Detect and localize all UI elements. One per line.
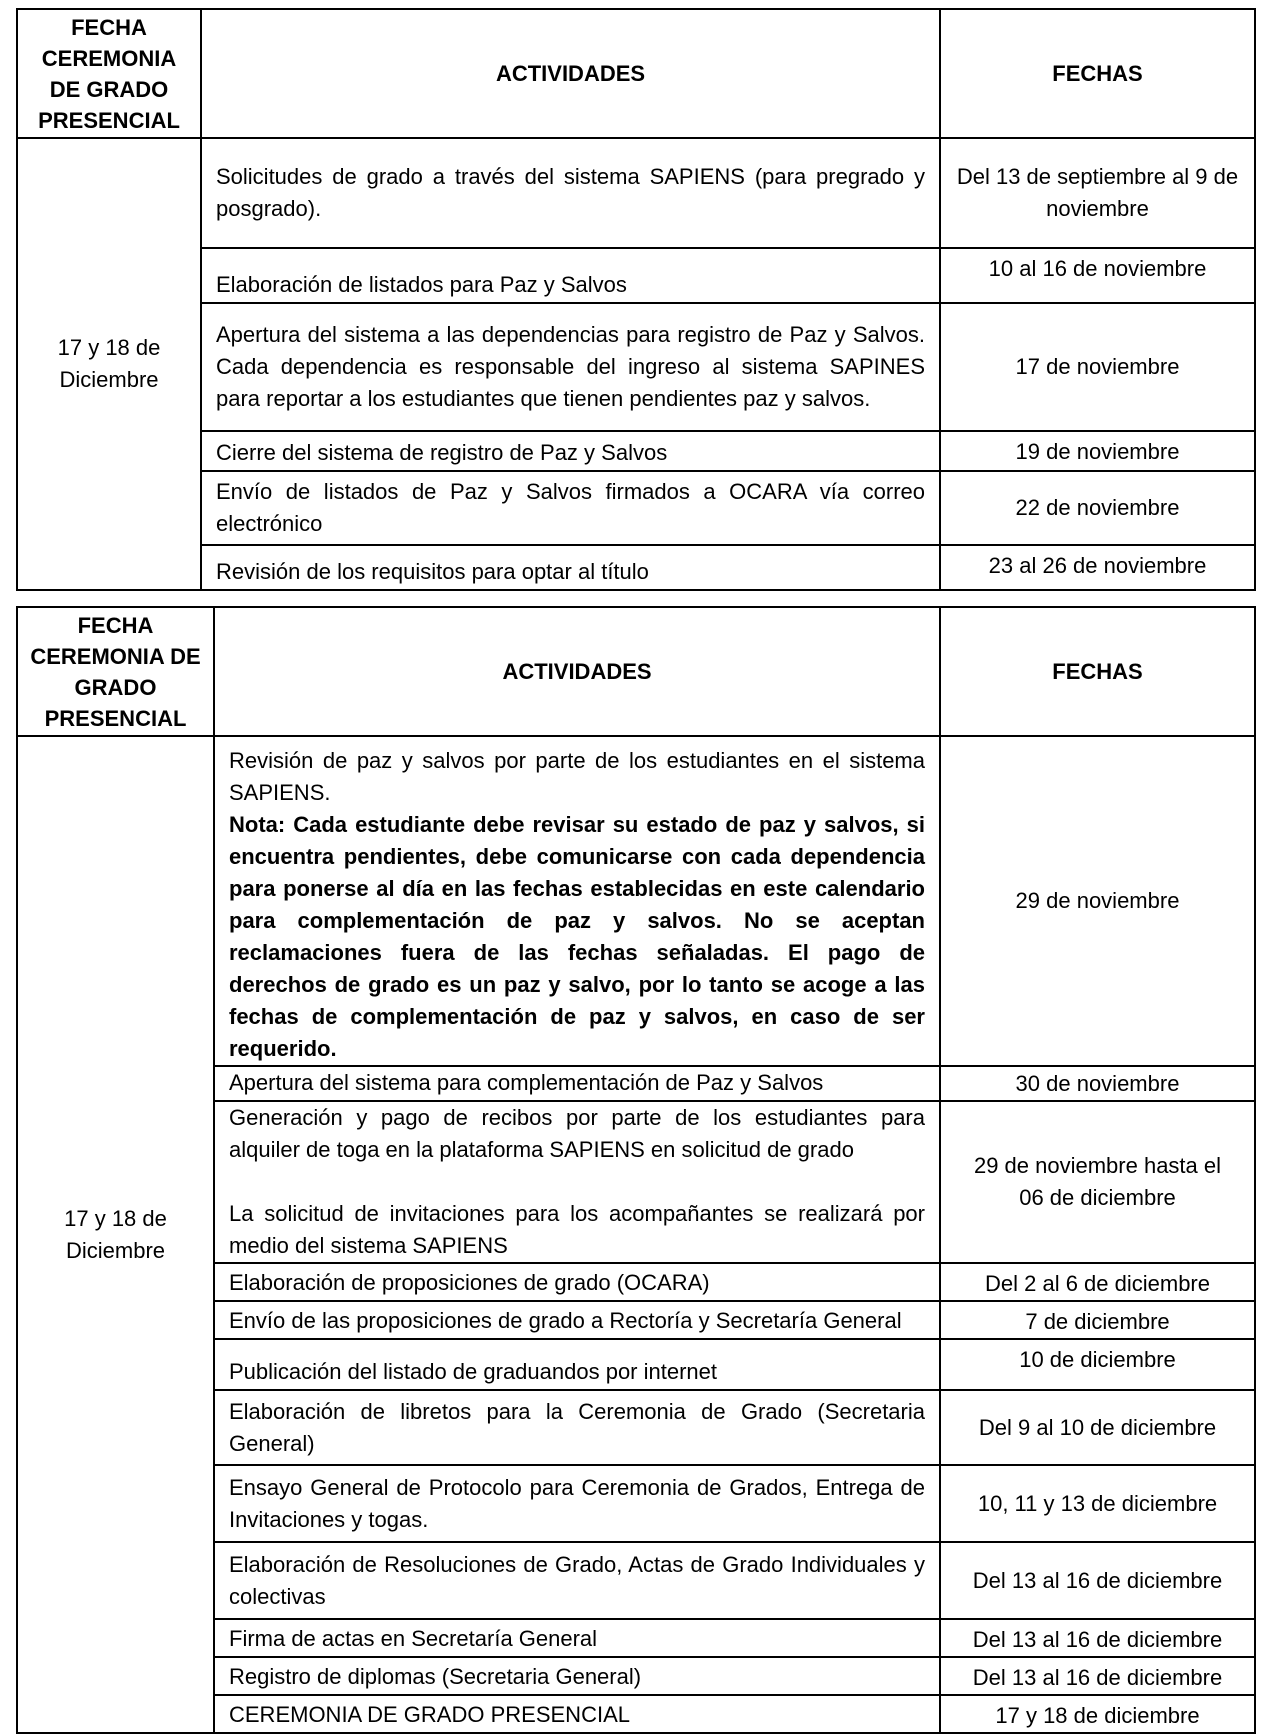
activity-cell: Ensayo General de Protocolo para Ceremonia de Grados, Entrega de Invitaciones y togas. (214, 1465, 940, 1542)
date-cell: 30 de noviembre (940, 1066, 1255, 1101)
schedule-table-1 (16, 8, 1256, 591)
activity-cell: Envío de listados de Paz y Salvos firmados a OCARA vía correo electrónico (201, 471, 940, 545)
activity-cell: Firma de actas en Secretaría General (214, 1619, 940, 1657)
activity-cell (214, 736, 940, 1066)
date-cell: 17 y 18 de diciembre (940, 1695, 1255, 1733)
activity-cell: Elaboración de listados para Paz y Salvos (201, 248, 940, 303)
date-cell: 17 de noviembre (940, 303, 1255, 431)
date-cell: Del 13 de septiembre al 9 de noviembre (940, 138, 1255, 248)
date-cell: 29 de noviembre (940, 736, 1255, 1066)
date-cell: 19 de noviembre (940, 431, 1255, 471)
activity-cell: Cierre del sistema de registro de Paz y Salvos (201, 431, 940, 471)
header-fecha-ceremonia: FECHA CEREMONIA DE GRADO PRESENCIAL (17, 9, 201, 138)
activity-cell: Revisión de los requisitos para optar al título (201, 545, 940, 590)
activity-text-extra: La solicitud de invitaciones para los acompañantes se realizará por medio del sistema SAPIENS (229, 1201, 925, 1258)
spacer (229, 1166, 925, 1198)
activity-note: Nota: Cada estudiante debe revisar su estado de paz y salvos, si encuentra pendientes, debe comunicarse con cada dependencia para ponerse al día en las fechas establecidas en este calendario para complementación de paz y salvos. No se aceptan reclamaciones fuera de las fechas señaladas. El pago de derechos de grado es un paz y salvo, por lo tanto se acoge a las fechas de complementación de paz y salvos, en caso de ser requerido. (229, 812, 925, 1061)
activity-cell: Solicitudes de grado a través del sistema SAPIENS (para pregrado y posgrado). (201, 138, 940, 248)
schedule-table-2 (16, 606, 1256, 1734)
activity-cell: CEREMONIA DE GRADO PRESENCIAL (214, 1695, 940, 1733)
table-row (17, 248, 1255, 303)
date-cell: 7 de diciembre (940, 1301, 1255, 1339)
table-row (17, 303, 1255, 431)
table-row (17, 431, 1255, 471)
table-row (17, 471, 1255, 545)
date-cell: Del 2 al 6 de diciembre (940, 1263, 1255, 1301)
table-row (17, 736, 1255, 1066)
header-fechas: FECHAS (940, 9, 1255, 138)
table-row (17, 545, 1255, 590)
activity-cell: Envío de las proposiciones de grado a Rectoría y Secretaría General (214, 1301, 940, 1339)
activity-text: Generación y pago de recibos por parte de los estudiantes para alquiler de toga en la plataforma SAPIENS en solicitud de grado (229, 1105, 925, 1162)
date-cell: 23 al 26 de noviembre (940, 545, 1255, 590)
date-cell: 22 de noviembre (940, 471, 1255, 545)
ceremony-date-cell: 17 y 18 de Diciembre (17, 138, 201, 590)
activity-cell: Registro de diplomas (Secretaria General) (214, 1657, 940, 1695)
activity-cell: Apertura del sistema a las dependencias para registro de Paz y Salvos. Cada dependencia es responsable del ingreso al sistema SAPINES para reportar a los estudiantes que tienen pendientes paz y salvos. (201, 303, 940, 431)
header-fecha-ceremonia: FECHA CEREMONIA DE GRADO PRESENCIAL (17, 607, 214, 736)
date-cell: 29 de noviembre hasta el 06 de diciembre (940, 1101, 1255, 1263)
activity-cell: Elaboración de proposiciones de grado (OCARA) (214, 1263, 940, 1301)
table-header-row (17, 607, 1255, 736)
activity-cell: Elaboración de libretos para la Ceremonia de Grado (Secretaria General) (214, 1390, 940, 1465)
table-row (17, 138, 1255, 248)
ceremony-date-cell: 17 y 18 de Diciembre (17, 736, 214, 1733)
header-actividades: ACTIVIDADES (201, 9, 940, 138)
date-cell: 10, 11 y 13 de diciembre (940, 1465, 1255, 1542)
table-header-row (17, 9, 1255, 138)
date-cell: 10 al 16 de noviembre (940, 248, 1255, 303)
activity-cell: Apertura del sistema para complementación de Paz y Salvos (214, 1066, 940, 1101)
date-cell: Del 9 al 10 de diciembre (940, 1390, 1255, 1465)
activity-cell: Elaboración de Resoluciones de Grado, Actas de Grado Individuales y colectivas (214, 1542, 940, 1619)
date-cell: Del 13 al 16 de diciembre (940, 1619, 1255, 1657)
date-cell: 10 de diciembre (940, 1339, 1255, 1390)
activity-text: Revisión de paz y salvos por parte de los estudiantes en el sistema SAPIENS. (229, 748, 925, 805)
date-cell: Del 13 al 16 de diciembre (940, 1657, 1255, 1695)
header-actividades: ACTIVIDADES (214, 607, 940, 736)
date-cell: Del 13 al 16 de diciembre (940, 1542, 1255, 1619)
activity-cell: Publicación del listado de graduandos por internet (214, 1339, 940, 1390)
header-fechas: FECHAS (940, 607, 1255, 736)
activity-cell (214, 1101, 940, 1263)
